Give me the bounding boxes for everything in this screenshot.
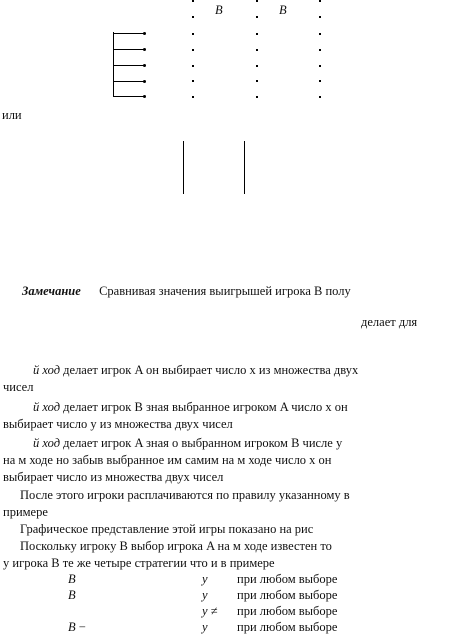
comb-tick	[113, 81, 145, 82]
label-b-right: B	[279, 3, 287, 17]
p3-text: делает игрок A зная о выбранном игроком B числе y	[60, 436, 343, 450]
vertical-line-left	[183, 141, 184, 194]
paragraph-5: Графическое представление этой игры показано на рис	[20, 522, 314, 536]
strategy-var: y	[202, 572, 208, 586]
p2-lead: й ход	[33, 400, 61, 414]
strategy-text: при любом выборе	[237, 572, 338, 586]
strategy-var: y	[202, 588, 208, 602]
paragraph-3	[33, 436, 342, 451]
p2-cont: выбирает число y из множества двух чисел	[3, 417, 233, 431]
strategy-text: при любом выборе	[237, 588, 338, 602]
paragraph-6: Поскольку игроку B выбор игрока A на м ходе известен то	[20, 539, 332, 553]
label-b-left: B	[215, 3, 223, 17]
remark-heading: Замечание	[22, 284, 81, 298]
strategy-name: B	[68, 588, 76, 602]
strategy-text: при любом выборе	[237, 604, 338, 618]
strategy-name: B −	[68, 620, 86, 634]
strategy-var: y ≠	[202, 604, 218, 618]
comb-tick	[113, 96, 145, 97]
p6-cont: у игрока B те же четыре стратегии что и в примере	[3, 556, 275, 570]
p1-text: делает игрок A он выбирает число x из множества двух	[60, 363, 359, 377]
p3-lead: й ход	[33, 436, 61, 450]
paragraph-2	[33, 400, 348, 415]
comb-tick	[113, 65, 145, 66]
vertical-line-right	[244, 141, 245, 194]
comb-tick	[113, 49, 145, 50]
p3-cont-1: на м ходе но забыв выбранное им самим на м ходе число x он	[3, 453, 332, 467]
p2-text: делает игрок B зная выбранное игроком A число x он	[60, 400, 348, 414]
p1-lead: й ход	[33, 363, 61, 377]
p3-cont-2: выбирает число из множества двух чисел	[3, 470, 224, 484]
paragraph-4: После этого игроки расплачиваются по правилу указанному в	[20, 488, 350, 502]
strategy-name: B	[68, 572, 76, 586]
paragraph-1	[33, 363, 358, 378]
strategy-var: y	[202, 620, 208, 634]
p4-cont: примере	[3, 505, 48, 519]
remark-line	[22, 284, 351, 299]
remark-text: Сравнивая значения выигрышей игрока B полу	[99, 284, 351, 298]
ili-label: или	[2, 108, 22, 122]
comb-tick	[113, 33, 145, 34]
p1-cont: чисел	[3, 380, 34, 394]
strategy-text: при любом выборе	[237, 620, 338, 634]
remark-text-2: делает для	[361, 315, 418, 329]
